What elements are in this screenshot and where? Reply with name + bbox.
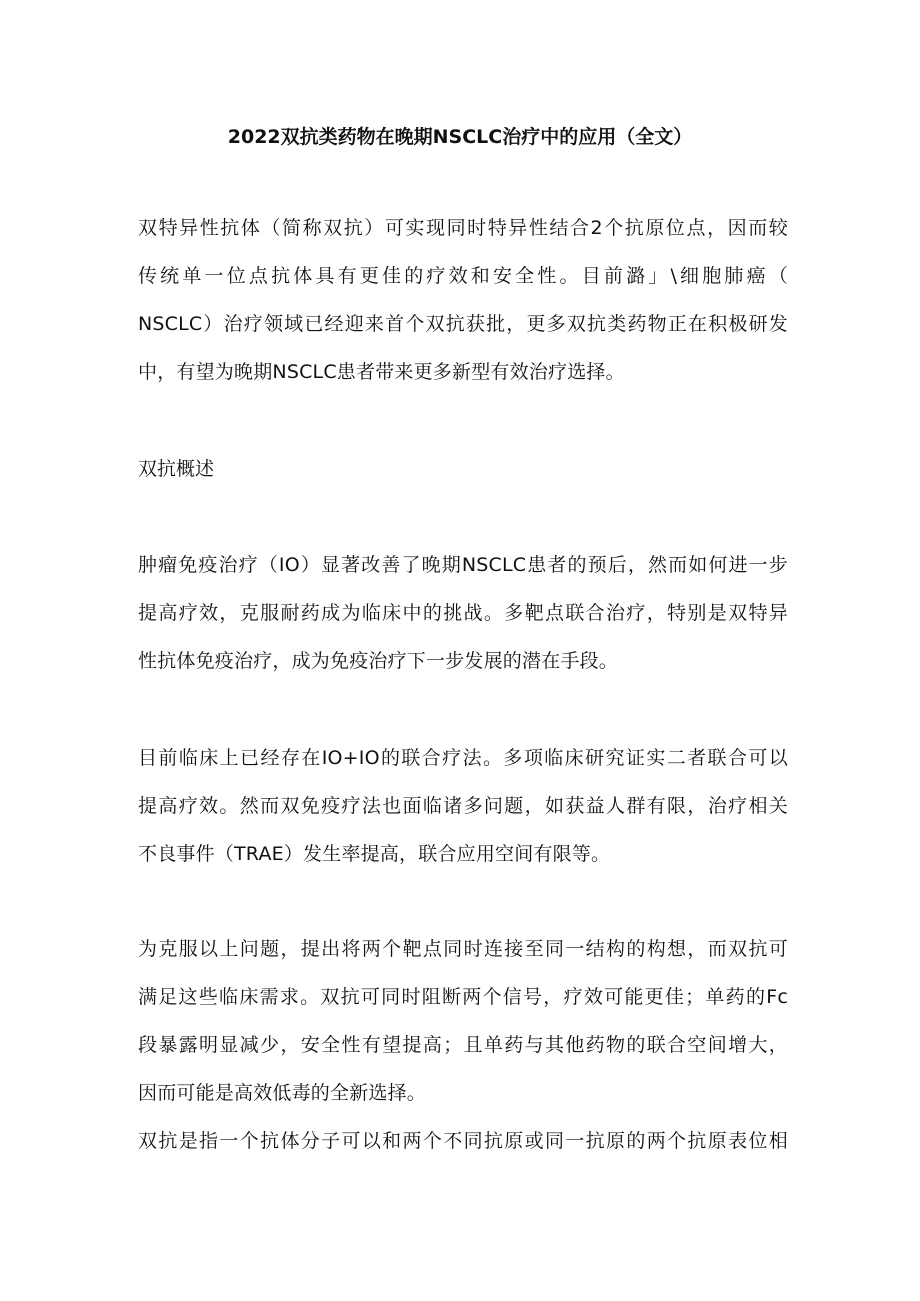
paragraph-line: 段暴露明显减少，安全性有望提高；且单药与其他药物的联合空间增大， — [138, 1034, 788, 1056]
paragraph-definition — [138, 1124, 788, 1172]
paragraph-line: 中，有望为晚期NSCLC患者带来更多新型有效治疗选择。 — [138, 361, 625, 383]
paragraph-line: 性抗体免疫治疗，成为免疫治疗下一步发展的潜在手段。 — [138, 650, 619, 672]
paragraph-line: 双特异性抗体（简称双抗）可实现同时特异性结合2个抗原位点，因而较 — [138, 217, 788, 239]
paragraph-combination — [138, 741, 788, 885]
paragraph-line: 双抗是指一个抗体分子可以和两个不同抗原或同一抗原的两个抗原表位相 — [138, 1130, 788, 1152]
paragraph-io-therapy — [138, 548, 788, 692]
paragraph-line: 满足这些临床需求。双抗可同时阻断两个信号，疗效可能更佳；单药的Fc — [138, 986, 788, 1008]
paragraph-bispecific-rationale — [138, 932, 788, 1124]
paragraph-line: 提高疗效，克服耐药成为临床中的挑战。多靶点联合治疗，特别是双特异 — [138, 602, 788, 624]
paragraph-line: 不良事件（TRAE）发生率提高，联合应用空间有限等。 — [138, 843, 611, 865]
section-heading: 双抗概述 — [138, 458, 215, 480]
paragraph-line: 肿瘤免疫治疗（IO）显著改善了晚期NSCLC患者的预后，然而如何进一步 — [138, 554, 788, 576]
paragraph-line: 传统单一位点抗体具有更佳的疗效和安全性。目前潞」\细胞肺癌（ — [138, 265, 788, 287]
paragraph-intro — [138, 211, 788, 403]
paragraph-line: 提高疗效。然而双免疫疗法也面临诸多问题，如获益人群有限，治疗相关 — [138, 795, 788, 817]
document-title: 2022双抗类药物在晚期NSCLC治疗中的应用（全文） — [227, 126, 693, 148]
paragraph-line: 目前临床上已经存在IO+IO的联合疗法。多项临床研究证实二者联合可以 — [138, 747, 788, 769]
paragraph-line: 为克服以上问题，提出将两个靶点同时连接至同一结构的构想，而双抗可 — [138, 938, 788, 960]
paragraph-line: NSCLC）治疗领域已经迎来首个双抗获批，更多双抗类药物正在积极研发 — [138, 313, 788, 335]
paragraph-line: 因而可能是高效低毒的全新选择。 — [138, 1082, 427, 1104]
